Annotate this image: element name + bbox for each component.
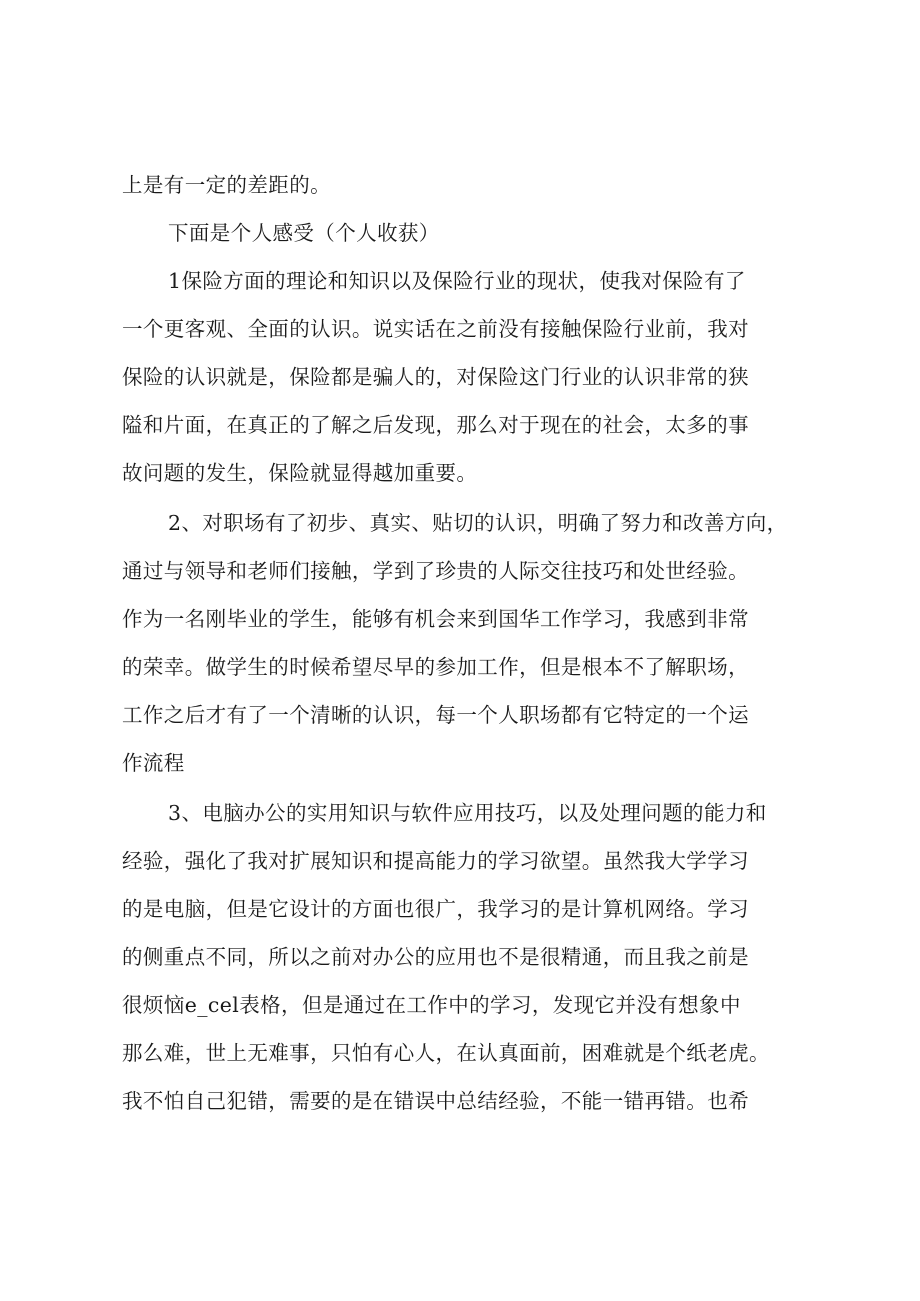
text-line-section-heading: 下面是个人感受（个人收获）: [168, 221, 440, 245]
text-line: 隘和片面，在真正的了解之后发现，那么对于现在的社会，太多的事: [122, 413, 749, 437]
text-line: 保险的认识就是，保险都是骗人的，对保险这门行业的认识非常的狭: [122, 365, 749, 389]
text-line: 的荣幸。做学生的时候希望尽早的参加工作，但是根本不了解职场，: [122, 655, 749, 679]
text-line: 经验，强化了我对扩展知识和提高能力的学习欲望。虽然我大学学习: [122, 849, 749, 873]
text-line-point-1-start: 1保险方面的理论和知识以及保险行业的现状，使我对保险有了: [168, 269, 746, 293]
text-line-point-2-start: 2、对职场有了初步、真实、贴切的认识，明确了努力和改善方向，: [168, 511, 788, 535]
text-line: 通过与领导和老师们接触，学到了珍贵的人际交往技巧和处世经验。: [122, 559, 749, 583]
text-line: 故问题的发生，保险就显得越加重要。: [122, 461, 478, 485]
text-line-point-3-start: 3、电脑办公的实用知识与软件应用技巧，以及处理问题的能力和: [168, 801, 767, 825]
text-line: 那么难，世上无难事，只怕有心人，在认真面前，困难就是个纸老虎。: [122, 1041, 770, 1065]
text-line: 工作之后才有了一个清晰的认识，每一个人职场都有它特定的一个运: [122, 703, 749, 727]
text-line: 很烦恼e_cel表格，但是通过在工作中的学习，发现它并没有想象中: [122, 993, 741, 1017]
text-line: 我不怕自己犯错，需要的是在错误中总结经验，不能一错再错。也希: [122, 1089, 749, 1113]
text-line-continuation: 上是有一定的差距的。: [122, 173, 331, 197]
text-line: 作为一名刚毕业的学生，能够有机会来到国华工作学习，我感到非常: [122, 607, 749, 631]
text-line: 的侧重点不同，所以之前对办公的应用也不是很精通，而且我之前是: [122, 945, 749, 969]
text-line: 的是电脑，但是它设计的方面也很广，我学习的是计算机网络。学习: [122, 897, 749, 921]
text-line: 作流程: [122, 751, 185, 775]
text-line: 一个更客观、全面的认识。说实话在之前没有接触保险行业前，我对: [122, 317, 749, 341]
